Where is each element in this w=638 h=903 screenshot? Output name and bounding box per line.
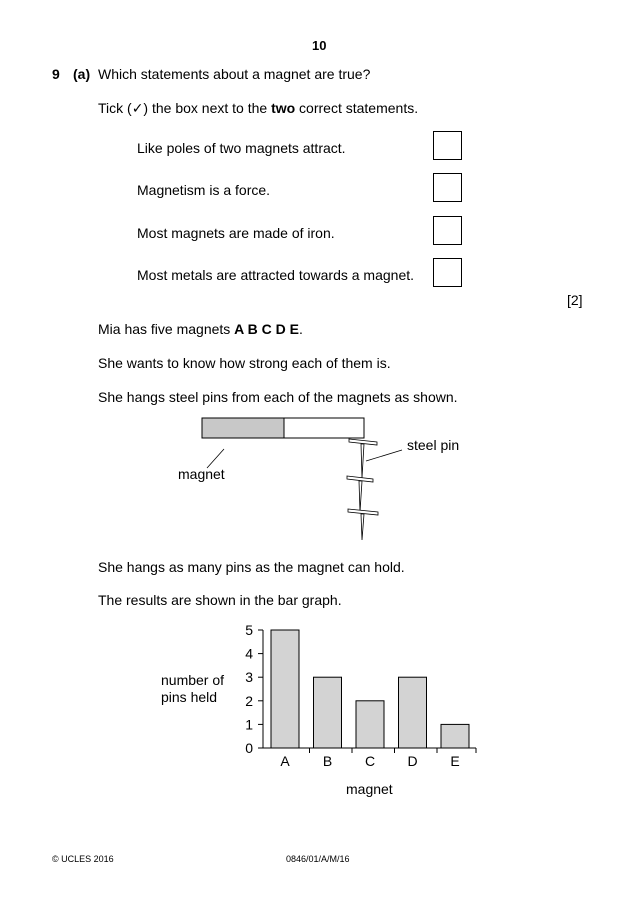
question-number: 9 <box>52 66 60 82</box>
steel-pin-2 <box>347 476 373 512</box>
y-tick-label-1: 1 <box>245 716 253 733</box>
context-line-1 <box>98 321 303 337</box>
statement-3: Most magnets are made of iron. <box>137 225 335 241</box>
y-tick-label-0: 0 <box>245 740 253 756</box>
steel-pin-3 <box>348 509 378 540</box>
marks-label: [2] <box>567 292 583 308</box>
y-tick-label-4: 4 <box>245 645 253 662</box>
x-tick-label-E: E <box>450 753 460 769</box>
context-line-1-after: . <box>299 321 303 337</box>
footer-paper-code: 0846/01/A/M/16 <box>286 854 350 864</box>
context-line-5: The results are shown in the bar graph. <box>98 592 342 608</box>
magnet-plain-half <box>284 418 364 438</box>
x-axis-label: magnet <box>346 781 393 797</box>
y-axis-label-line-2: pins held <box>161 689 218 705</box>
question-instruction <box>98 100 418 117</box>
question-prompt: Which statements about a magnet are true? <box>98 66 371 82</box>
magnet-shaded-half <box>202 418 284 438</box>
bar-C <box>356 701 384 748</box>
y-tick-label-3: 3 <box>245 669 253 686</box>
y-axis-label-line-1: number of <box>161 672 225 688</box>
context-line-3: She hangs steel pins from each of the magnets as shown. <box>98 389 458 405</box>
y-tick-label-5: 5 <box>245 622 253 638</box>
tick-box-1[interactable] <box>433 131 462 160</box>
statement-4: Most metals are attracted towards a magnet. <box>137 267 415 283</box>
context-line-1-before: Mia has five magnets <box>98 321 235 337</box>
bar-A <box>271 630 299 748</box>
y-tick-label-2: 2 <box>245 692 253 709</box>
context-line-2: She wants to know how strong each of them is. <box>98 355 391 371</box>
magnet-label: magnet <box>178 466 225 482</box>
x-tick-label-C: C <box>364 753 376 769</box>
footer-copyright: © UCLES 2016 <box>52 854 114 864</box>
x-tick-label-D: D <box>407 753 418 769</box>
tick-box-3[interactable] <box>433 216 462 245</box>
pin-pointer-line <box>366 450 402 461</box>
x-tick-label-A: A <box>280 753 290 769</box>
statement-2: Magnetism is a force. <box>137 182 271 198</box>
tick-box-4[interactable] <box>433 258 462 287</box>
bar-B <box>314 677 342 748</box>
steel-pin-label: steel pin <box>407 437 460 453</box>
magnet-pin-diagram <box>0 410 638 540</box>
page-number: 10 <box>312 38 327 53</box>
instruction-text-before: Tick (✓) the box next to the <box>98 100 272 116</box>
statement-1: Like poles of two magnets attract. <box>137 140 346 156</box>
context-line-4: She hangs as many pins as the magnet can hold. <box>98 559 405 575</box>
bar-D <box>399 677 427 748</box>
steel-pin-1 <box>349 439 377 478</box>
x-tick-label-B: B <box>322 753 333 769</box>
instruction-text-after: correct statements. <box>295 100 419 116</box>
bar-E <box>441 724 469 748</box>
question-part: (a) <box>73 66 91 82</box>
bar-chart <box>0 615 638 775</box>
magnet-letters: A B C D E <box>234 321 299 337</box>
tick-box-2[interactable] <box>433 173 462 202</box>
instruction-emphasis: two <box>271 100 296 116</box>
